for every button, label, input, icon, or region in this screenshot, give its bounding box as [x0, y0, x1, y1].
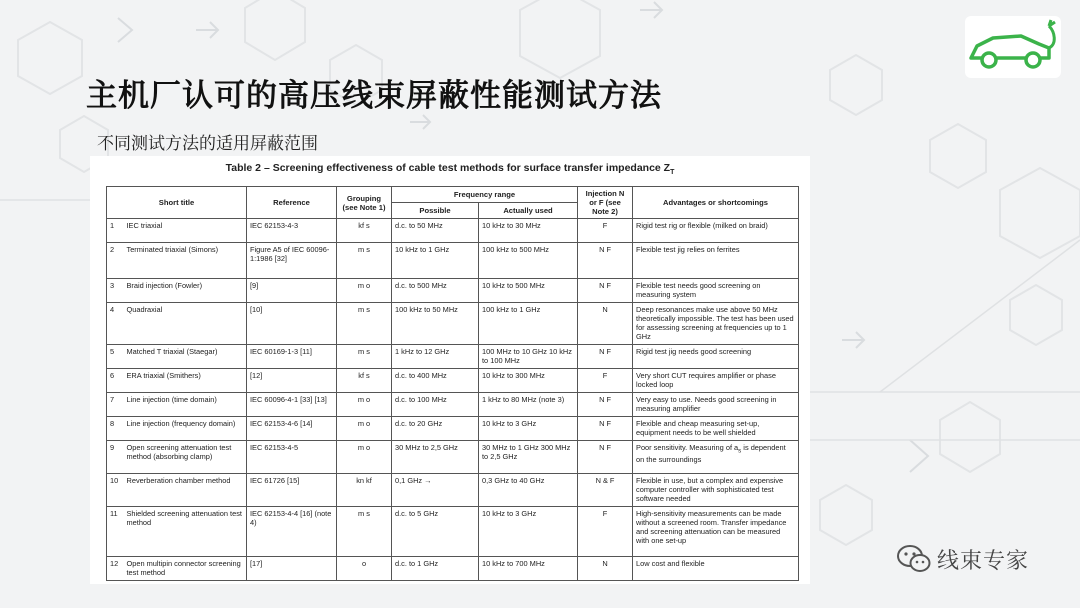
row-possible: 100 kHz to 50 MHz	[392, 303, 479, 345]
header-short-title: Short title	[107, 187, 247, 219]
table-image	[90, 156, 810, 584]
row-title: Terminated triaxial (Simons)	[124, 243, 247, 279]
row-possible: 1 kHz to 12 GHz	[392, 345, 479, 369]
row-title: Quadraxial	[124, 303, 247, 345]
row-number: 1	[107, 219, 124, 243]
row-number: 5	[107, 345, 124, 369]
row-possible: 10 kHz to 1 GHz	[392, 243, 479, 279]
row-title: Matched T triaxial (Staegar)	[124, 345, 247, 369]
table-row	[107, 393, 799, 417]
row-actually-used: 30 MHz to 1 GHz 300 MHz to 2,5 GHz	[479, 441, 578, 474]
wechat-icon	[897, 544, 931, 574]
row-injection: N	[578, 303, 633, 345]
row-reference: IEC 62153-4-4 [16] (note 4)	[247, 507, 337, 557]
page-title: 主机厂认可的高压线束屏蔽性能测试方法	[86, 78, 662, 114]
row-possible: d.c. to 500 MHz	[392, 279, 479, 303]
row-advantages: Deep resonances make use above 50 MHz theoretically impossible. The test has been used for assessing screening at frequencies up to 1 GHz	[633, 303, 799, 345]
row-advantages: High-sensitivity measurements can be made without a screened room. Transfer impedance and screening attenuation can be measured with one set-up	[633, 507, 799, 557]
screening-table	[106, 186, 799, 581]
row-grouping: kf s	[337, 219, 392, 243]
row-reference: [12]	[247, 369, 337, 393]
row-injection: N & F	[578, 474, 633, 507]
electric-car-icon	[963, 14, 1063, 80]
row-advantages: Flexible test jig relies on ferrites	[633, 243, 799, 279]
row-grouping: m s	[337, 507, 392, 557]
row-possible: d.c. to 400 MHz	[392, 369, 479, 393]
row-actually-used: 0,3 GHz to 40 GHz	[479, 474, 578, 507]
header-advantages: Advantages or shortcomings	[633, 187, 799, 219]
row-injection: N F	[578, 441, 633, 474]
watermark-text: 线束专家	[937, 549, 1030, 574]
row-advantages: Flexible in use, but a complex and expensive computer controller with sophisticated test software needed	[633, 474, 799, 507]
row-reference: [17]	[247, 557, 337, 581]
row-possible: 30 MHz to 2,5 GHz	[392, 441, 479, 474]
header-frequency-range: Frequency range	[392, 187, 578, 203]
row-grouping: m s	[337, 243, 392, 279]
row-possible: d.c. to 100 MHz	[392, 393, 479, 417]
table-row	[107, 557, 799, 581]
row-reference: IEC 62153-4-6 [14]	[247, 417, 337, 441]
row-reference: IEC 60096-4-1 [33] [13]	[247, 393, 337, 417]
row-possible: d.c. to 20 GHz	[392, 417, 479, 441]
header-grouping: Grouping (see Note 1)	[337, 187, 392, 219]
row-number: 12	[107, 557, 124, 581]
row-actually-used: 10 kHz to 3 GHz	[479, 417, 578, 441]
row-reference: [10]	[247, 303, 337, 345]
row-title: ERA triaxial (Smithers)	[124, 369, 247, 393]
row-injection: N F	[578, 345, 633, 369]
row-reference: IEC 62153-4-3	[247, 219, 337, 243]
row-title: Reverberation chamber method	[124, 474, 247, 507]
row-grouping: m o	[337, 393, 392, 417]
table-row	[107, 219, 799, 243]
table-row	[107, 369, 799, 393]
table-row	[107, 441, 799, 474]
row-injection: F	[578, 219, 633, 243]
row-grouping: kf s	[337, 369, 392, 393]
header-injection: Injection N or F (see Note 2)	[578, 187, 633, 219]
row-title: Braid injection (Fowler)	[124, 279, 247, 303]
row-injection: F	[578, 369, 633, 393]
row-number: 10	[107, 474, 124, 507]
row-advantages: Very short CUT requires amplifier or phase locked loop	[633, 369, 799, 393]
row-number: 7	[107, 393, 124, 417]
row-injection: N F	[578, 393, 633, 417]
table-row	[107, 474, 799, 507]
header-actually-used: Actually used	[479, 203, 578, 219]
row-advantages: Rigid test jig needs good screening	[633, 345, 799, 369]
row-actually-used: 10 kHz to 500 MHz	[479, 279, 578, 303]
row-number: 9	[107, 441, 124, 474]
row-advantages: Low cost and flexible	[633, 557, 799, 581]
row-possible: d.c. to 50 MHz	[392, 219, 479, 243]
table-row	[107, 243, 799, 279]
table-caption: Table 2 – Screening effectiveness of cable test methods for surface transfer impedance $Z_T$	[225, 162, 675, 177]
row-reference: IEC 60169-1-3 [11]	[247, 345, 337, 369]
row-grouping: m s	[337, 303, 392, 345]
page-subtitle: 不同测试方法的适用屏蔽范围	[97, 134, 318, 154]
row-grouping: m s	[337, 345, 392, 369]
table-row	[107, 279, 799, 303]
row-actually-used: 1 kHz to 80 MHz (note 3)	[479, 393, 578, 417]
row-title: IEC triaxial	[124, 219, 247, 243]
row-title: Shielded screening attenuation test method	[124, 507, 247, 557]
table-row	[107, 303, 799, 345]
row-number: 11	[107, 507, 124, 557]
row-grouping: o	[337, 557, 392, 581]
row-title: Line injection (time domain)	[124, 393, 247, 417]
row-grouping: kn kf	[337, 474, 392, 507]
row-actually-used: 10 kHz to 300 MHz	[479, 369, 578, 393]
row-number: 6	[107, 369, 124, 393]
row-title: Line injection (frequency domain)	[124, 417, 247, 441]
row-possible: d.c. to 5 GHz	[392, 507, 479, 557]
row-number: 2	[107, 243, 124, 279]
row-injection: N F	[578, 243, 633, 279]
row-advantages: Rigid test rig or flexible (milked on braid)	[633, 219, 799, 243]
table-row	[107, 417, 799, 441]
header-possible: Possible	[392, 203, 479, 219]
row-injection: F	[578, 507, 633, 557]
row-actually-used: 10 kHz to 3 GHz	[479, 507, 578, 557]
row-title: Open screening attenuation test method (absorbing clamp)	[124, 441, 247, 474]
header-reference: Reference	[247, 187, 337, 219]
row-actually-used: 100 kHz to 1 GHz	[479, 303, 578, 345]
row-injection: N F	[578, 417, 633, 441]
row-number: 8	[107, 417, 124, 441]
row-advantages: Flexible and cheap measuring set-up, equipment needs to be well shielded	[633, 417, 799, 441]
row-reference: IEC 61726 [15]	[247, 474, 337, 507]
row-reference: IEC 62153-4-5	[247, 441, 337, 474]
table-header-row	[107, 187, 799, 203]
row-grouping: m o	[337, 441, 392, 474]
watermark	[897, 540, 1057, 580]
row-actually-used: 100 MHz to 10 GHz 10 kHz to 100 MHz	[479, 345, 578, 369]
row-possible: d.c. to 1 GHz	[392, 557, 479, 581]
table-row	[107, 507, 799, 557]
row-number: 3	[107, 279, 124, 303]
row-injection: N F	[578, 279, 633, 303]
row-actually-used: 10 kHz to 700 MHz	[479, 557, 578, 581]
row-possible: 0,1 GHz →	[392, 474, 479, 507]
row-advantages: Poor sensitivity. Measuring of $a_s$ is dependent on the surroundings	[633, 441, 799, 474]
row-advantages: Very easy to use. Needs good screening in measuring amplifier	[633, 393, 799, 417]
row-advantages: Flexible test needs good screening on measuring system	[633, 279, 799, 303]
row-grouping: m o	[337, 279, 392, 303]
row-title: Open multipin connector screening test method	[124, 557, 247, 581]
table-row	[107, 345, 799, 369]
row-grouping: m o	[337, 417, 392, 441]
row-number: 4	[107, 303, 124, 345]
row-reference: [9]	[247, 279, 337, 303]
row-reference: Figure A5 of IEC 60096-1:1986 [32]	[247, 243, 337, 279]
row-actually-used: 100 kHz to 500 MHz	[479, 243, 578, 279]
row-actually-used: 10 kHz to 30 MHz	[479, 219, 578, 243]
row-injection: N	[578, 557, 633, 581]
